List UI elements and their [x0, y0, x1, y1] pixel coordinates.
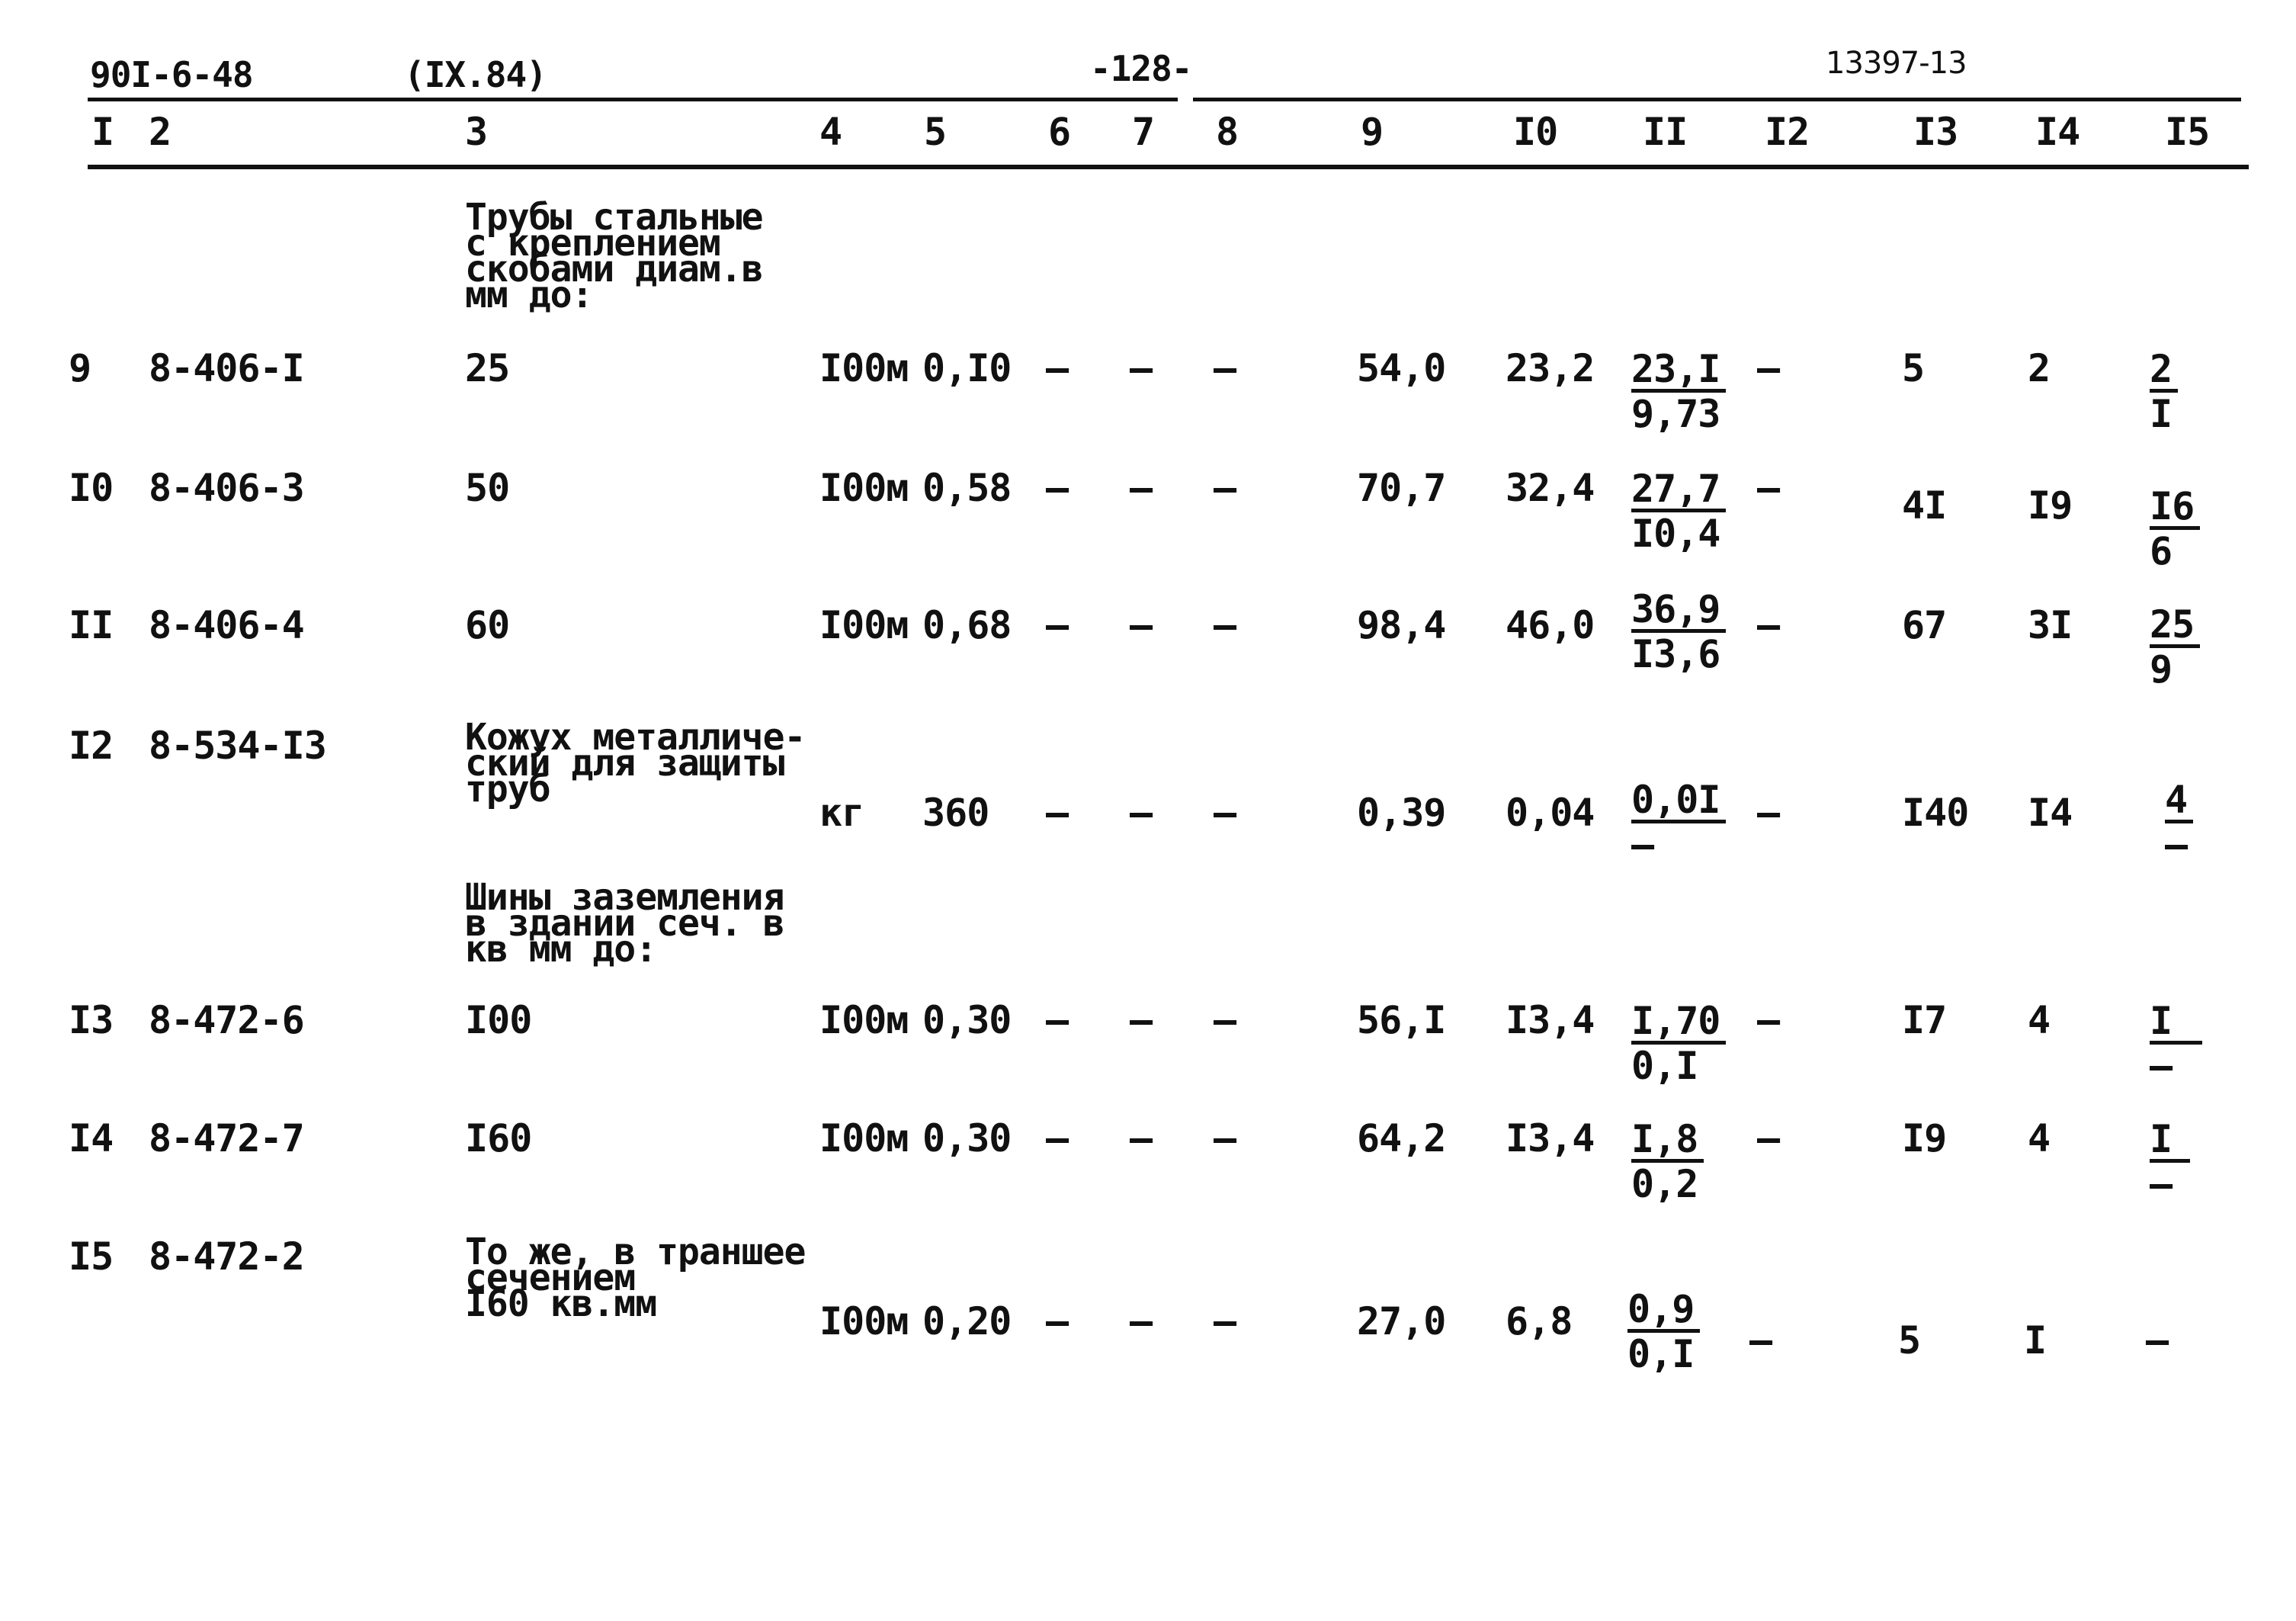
row-quantity: 0,30 [922, 1116, 1012, 1160]
row-col8: – [1214, 346, 1236, 390]
row-col6: – [1046, 1299, 1069, 1343]
row-col11-top: 23,I [1631, 349, 1726, 393]
col-header-1: I [91, 110, 114, 154]
row-col15-top: I [2150, 1001, 2202, 1045]
row-col9: 98,4 [1357, 603, 1446, 647]
row-col10: 32,4 [1506, 466, 1595, 510]
row-col14: 2 [2028, 346, 2051, 390]
row-col13: I7 [1902, 998, 1947, 1042]
row-col8: – [1214, 998, 1236, 1042]
row-col6: – [1046, 791, 1069, 835]
row-col10: 6,8 [1506, 1299, 1573, 1343]
row-description: 60 [465, 603, 510, 647]
row-description: 25 [465, 346, 510, 390]
row-col8: – [1214, 603, 1236, 647]
col-header-8: 8 [1216, 110, 1239, 154]
row-col11-top: 36,9 [1631, 589, 1726, 633]
row-col7: – [1130, 346, 1153, 390]
row-unit: I00м [819, 603, 909, 647]
row-col12: – [1757, 791, 1780, 835]
row-col10: I3,4 [1506, 1116, 1595, 1160]
row-col7: – [1130, 603, 1153, 647]
row-col12: – [1757, 603, 1780, 647]
row-col15-bottom: – [2165, 823, 2188, 867]
row-col14: I [2024, 1318, 2047, 1363]
row-description: I00 [465, 998, 532, 1042]
page-number: -128- [1090, 48, 1192, 89]
row-col11-fraction [1631, 347, 1726, 435]
row-col12: – [1757, 998, 1780, 1042]
col-header-7: 7 [1132, 110, 1155, 154]
row-description: I60 [465, 1116, 532, 1160]
row-code: 8-534-I3 [149, 724, 326, 768]
row-col7: – [1130, 791, 1153, 835]
row-col14: 3I [2028, 603, 2073, 647]
row-col8: – [1214, 466, 1236, 510]
row-col9: 0,39 [1357, 791, 1446, 835]
row-col11-fraction [1631, 778, 1726, 866]
row-col15-fraction [2150, 999, 2202, 1087]
row-col7: – [1130, 1116, 1153, 1160]
row-col14: I4 [2028, 791, 2073, 835]
row-col12: – [1749, 1318, 1772, 1363]
row-col12: – [1757, 346, 1780, 390]
row-col6: – [1046, 603, 1069, 647]
row-col10: 46,0 [1506, 603, 1595, 647]
row-col15-fraction [2165, 778, 2193, 866]
row-col7: – [1130, 1299, 1153, 1343]
row-unit: кг [819, 791, 864, 835]
row-col15-bottom: 6 [2150, 529, 2173, 573]
row-quantity: 360 [922, 791, 989, 835]
row-col15-top: 4 [2165, 780, 2193, 823]
row-col13: 67 [1902, 603, 1947, 647]
row-quantity: 0,20 [922, 1299, 1012, 1343]
col-header-4: 4 [819, 110, 842, 154]
archive-number: 13397-13 [1826, 46, 1967, 81]
row-col11-top: 27,7 [1631, 469, 1726, 512]
row-col13: I9 [1902, 1116, 1947, 1160]
col-header-14: I4 [2035, 110, 2080, 154]
row-col11-fraction [1627, 1287, 1700, 1375]
row-col15-bottom: – [2150, 1162, 2173, 1206]
section-title-grounding: Шины заземления в здании сеч. в кв мм до: [465, 876, 784, 971]
col-header-15: I5 [2165, 110, 2210, 154]
row-col9: 70,7 [1357, 466, 1446, 510]
row-col11-bottom: I3,6 [1631, 632, 1720, 676]
row-col9: 64,2 [1357, 1116, 1446, 1160]
row-col7: – [1130, 998, 1153, 1042]
row-col11-fraction [1631, 1117, 1704, 1205]
row-number: II [69, 603, 114, 647]
row-col12: – [1757, 466, 1780, 510]
row-col15-bottom: 9 [2150, 647, 2173, 692]
column-header-rule [88, 165, 2249, 169]
row-col9: 54,0 [1357, 346, 1446, 390]
row-col15-top: I [2150, 1119, 2190, 1163]
row-col10: 0,04 [1506, 791, 1595, 835]
col-header-9: 9 [1361, 110, 1384, 154]
row-col15-top: 2 [2150, 349, 2178, 393]
col-header-11: II [1643, 110, 1688, 154]
row-quantity: 0,I0 [922, 346, 1012, 390]
row-col15-fraction [2150, 1117, 2190, 1205]
row-quantity: 0,68 [922, 603, 1012, 647]
row-code: 8-406-I [149, 346, 304, 390]
col-header-6: 6 [1048, 110, 1071, 154]
col-header-12: I2 [1765, 110, 1810, 154]
row-number: I3 [69, 998, 114, 1042]
row-col15: – [2146, 1318, 2169, 1363]
row-col15-bottom: I [2150, 392, 2173, 436]
col-header-2: 2 [149, 110, 172, 154]
row-code: 8-472-7 [149, 1116, 304, 1160]
row-col15-fraction [2150, 602, 2200, 691]
row-code: 8-406-3 [149, 466, 304, 510]
row-quantity: 0,58 [922, 466, 1012, 510]
row-col12: – [1757, 1116, 1780, 1160]
row-col8: – [1214, 791, 1236, 835]
doc-code: 90I-6-48 [90, 54, 253, 95]
row-col10: 23,2 [1506, 346, 1595, 390]
row-col11-top: I,8 [1631, 1119, 1704, 1163]
row-number: I4 [69, 1116, 114, 1160]
row-col11-top: 0,0I [1631, 780, 1726, 823]
row-number: I5 [69, 1234, 114, 1279]
row-col11-bottom: – [1631, 823, 1654, 867]
header-rule-right [1193, 98, 2241, 101]
row-unit: I00м [819, 1116, 909, 1160]
row-quantity: 0,30 [922, 998, 1012, 1042]
row-code: 8-472-2 [149, 1234, 304, 1279]
row-col9: 27,0 [1357, 1299, 1446, 1343]
row-col15-bottom: – [2150, 1044, 2173, 1088]
row-number: I0 [69, 466, 114, 510]
row-col11-bottom: 9,73 [1631, 392, 1720, 436]
row-col13: 5 [1902, 346, 1925, 390]
row-col13: 5 [1898, 1318, 1921, 1363]
row-col14: 4 [2028, 998, 2051, 1042]
col-header-5: 5 [924, 110, 947, 154]
row-number: I2 [69, 724, 114, 768]
section-title-pipes: Трубы стальные с креплением скобами диам.в мм до: [465, 196, 763, 316]
row-code: 8-406-4 [149, 603, 304, 647]
row-col6: – [1046, 998, 1069, 1042]
row-col11-fraction [1631, 467, 1726, 555]
row-col11-fraction [1631, 587, 1726, 676]
row-col14: 4 [2028, 1116, 2051, 1160]
row-col9: 56,I [1357, 998, 1446, 1042]
row-description: Кожух металличе- ский для защиты труб [465, 716, 806, 810]
row-col15-fraction [2150, 484, 2200, 573]
row-col15-top: I6 [2150, 486, 2200, 530]
row-col11-top: 0,9 [1627, 1289, 1700, 1333]
row-col8: – [1214, 1299, 1236, 1343]
row-col11-fraction [1631, 999, 1726, 1087]
row-unit: I00м [819, 1299, 909, 1343]
row-code: 8-472-6 [149, 998, 304, 1042]
row-col13: I40 [1902, 791, 1969, 835]
row-col10: I3,4 [1506, 998, 1595, 1042]
row-col14: I9 [2028, 483, 2073, 528]
row-col11-bottom: 0,I [1627, 1332, 1695, 1376]
row-description: То же, в траншее сечением I60 кв.мм [465, 1231, 806, 1325]
row-col6: – [1046, 346, 1069, 390]
header-rule-left [88, 98, 1178, 101]
row-col8: – [1214, 1116, 1236, 1160]
row-number: 9 [69, 346, 91, 390]
col-header-13: I3 [1913, 110, 1958, 154]
row-unit: I00м [819, 466, 909, 510]
row-col11-bottom: I0,4 [1631, 512, 1720, 556]
row-description: 50 [465, 466, 510, 510]
row-col15-top: 25 [2150, 605, 2200, 648]
row-col6: – [1046, 1116, 1069, 1160]
row-col6: – [1046, 466, 1069, 510]
row-unit: I00м [819, 998, 909, 1042]
row-col11-bottom: 0,I [1631, 1044, 1698, 1088]
row-col11-bottom: 0,2 [1631, 1162, 1698, 1206]
date-code: (IX.84) [404, 54, 547, 95]
row-col7: – [1130, 466, 1153, 510]
row-unit: I00м [819, 346, 909, 390]
col-header-3: 3 [465, 110, 488, 154]
row-col11-top: I,70 [1631, 1001, 1726, 1045]
row-col13: 4I [1902, 483, 1947, 528]
row-col15-fraction [2150, 347, 2178, 435]
col-header-10: I0 [1513, 110, 1558, 154]
